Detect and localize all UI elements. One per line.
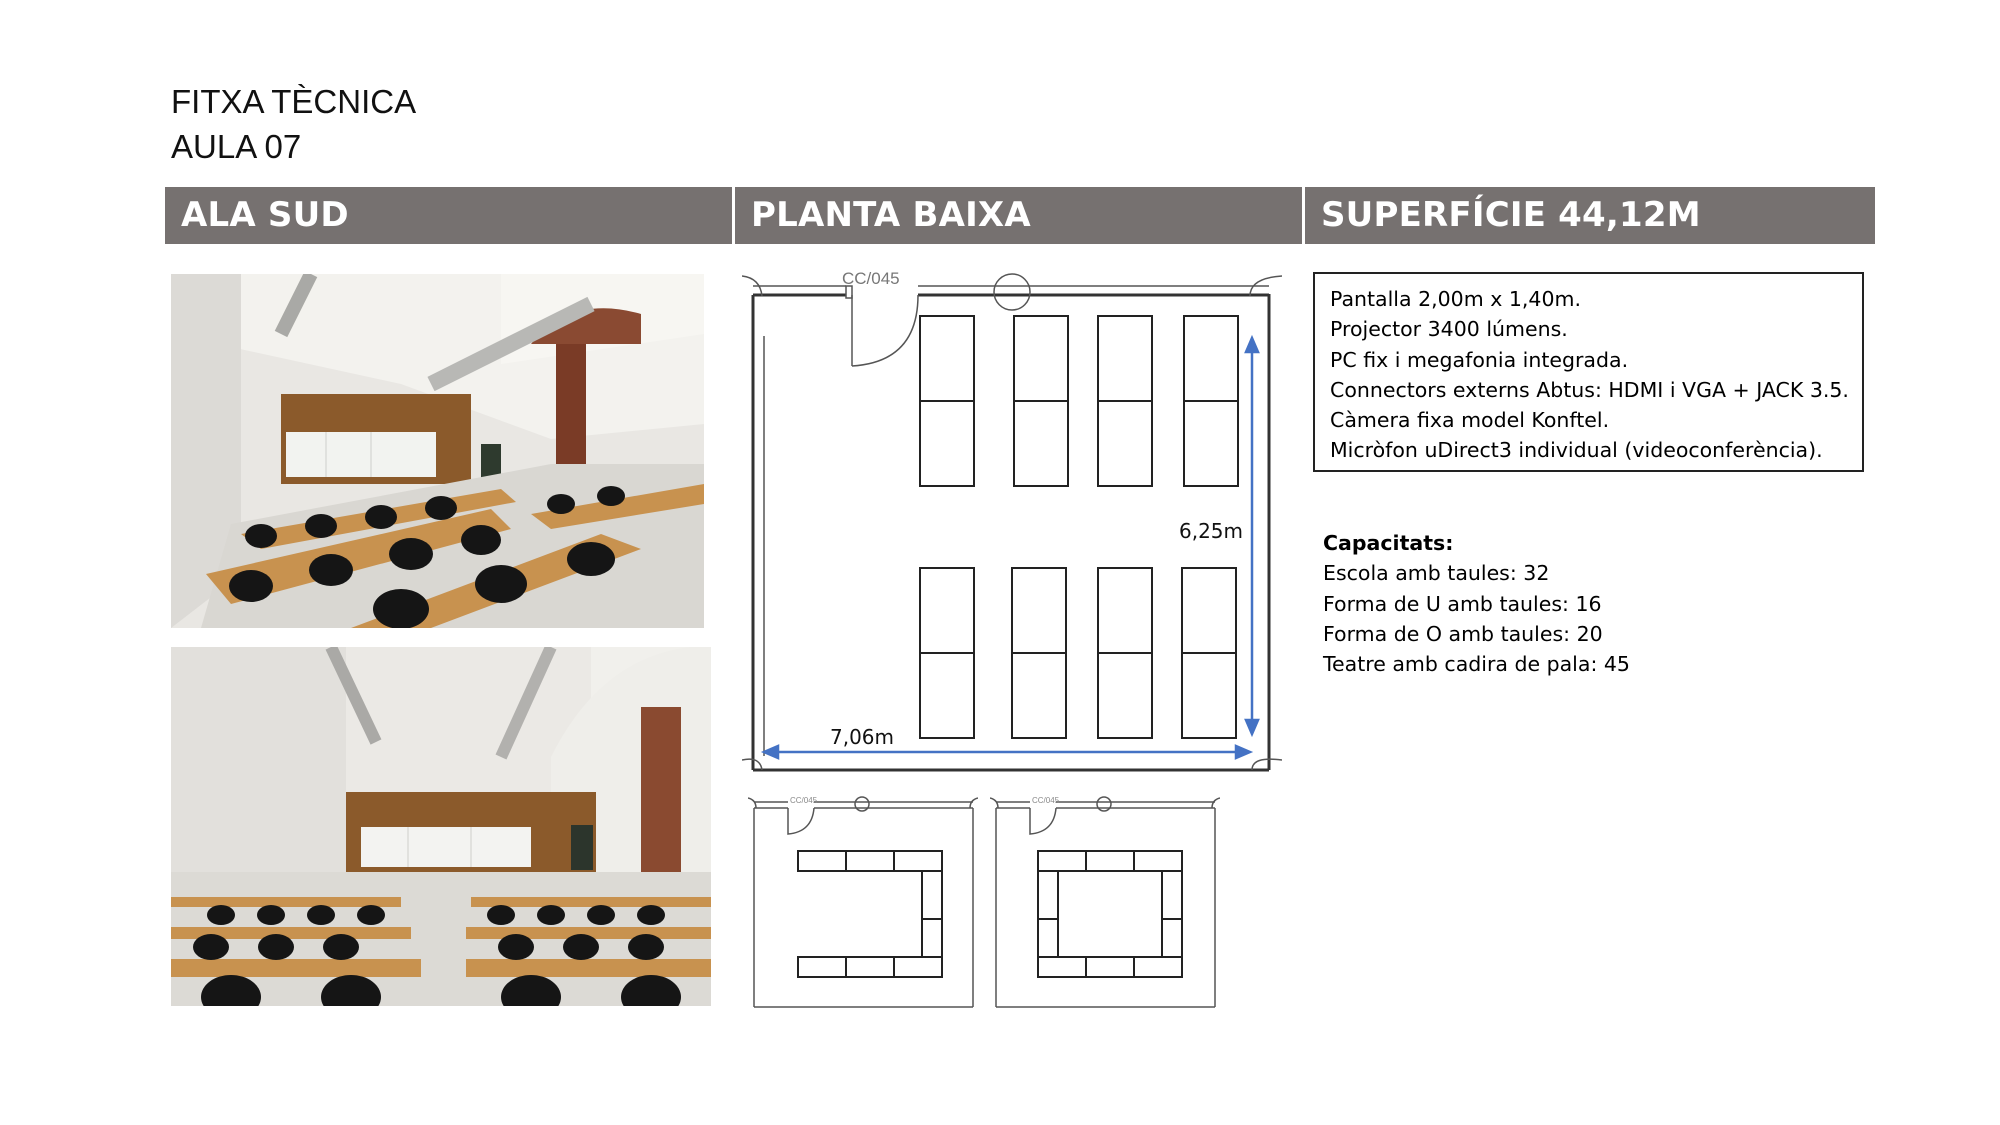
classroom-photo-angled-drawing	[171, 274, 704, 628]
depth-dimension-label: 6,25m	[1179, 519, 1244, 543]
equipment-box	[1313, 272, 1864, 472]
capacity-item: Forma de O amb taules: 20	[1323, 621, 1603, 646]
classroom-photo-front-drawing	[171, 647, 711, 1006]
spec-camera: Càmera fixa model Konftel.	[1330, 408, 1610, 433]
floor-plan-school-drawing	[742, 266, 1282, 776]
capacities-heading: Capacitats:	[1323, 531, 1454, 555]
page-title: FITXA TÈCNICA	[171, 83, 417, 120]
classroom-photo-front	[171, 647, 711, 1006]
room-code-label-o: CC/045	[1032, 796, 1060, 805]
spec-projector: Projector 3400 lúmens.	[1330, 317, 1568, 342]
room-name: AULA 07	[171, 128, 302, 165]
floor-plan-o-shape	[990, 794, 1220, 1010]
capacity-item: Teatre amb cadira de pala: 45	[1323, 652, 1630, 677]
wing-band: ALA SUD	[165, 187, 732, 244]
room-code-label-u: CC/045	[790, 796, 818, 805]
floor-plan-school	[742, 266, 1282, 776]
spec-microphone: Micròfon uDirect3 individual (videoconferència).	[1330, 438, 1823, 463]
width-dimension-label: 7,06m	[830, 725, 895, 749]
spec-pc: PC fix i megafonia integrada.	[1330, 347, 1629, 372]
capacity-item: Forma de U amb taules: 16	[1323, 591, 1602, 616]
floor-plan-u-shape	[748, 794, 978, 1010]
spec-connectors: Connectors externs Abtus: HDMI i VGA + JACK 3.5.	[1330, 377, 1849, 402]
floor-band: PLANTA BAIXA	[735, 187, 1302, 244]
classroom-photo-angled	[171, 274, 704, 628]
capacities-section	[1323, 528, 1630, 679]
floor-plan-o-shape-drawing	[990, 794, 1220, 1010]
capacity-item: Escola amb taules: 32	[1323, 561, 1550, 586]
spec-screen: Pantalla 2,00m x 1,40m.	[1330, 287, 1581, 311]
surface-band: SUPERFÍCIE 44,12M	[1305, 187, 1875, 244]
floor-plan-u-shape-drawing	[748, 794, 978, 1010]
room-code-label: CC/045	[842, 269, 900, 288]
